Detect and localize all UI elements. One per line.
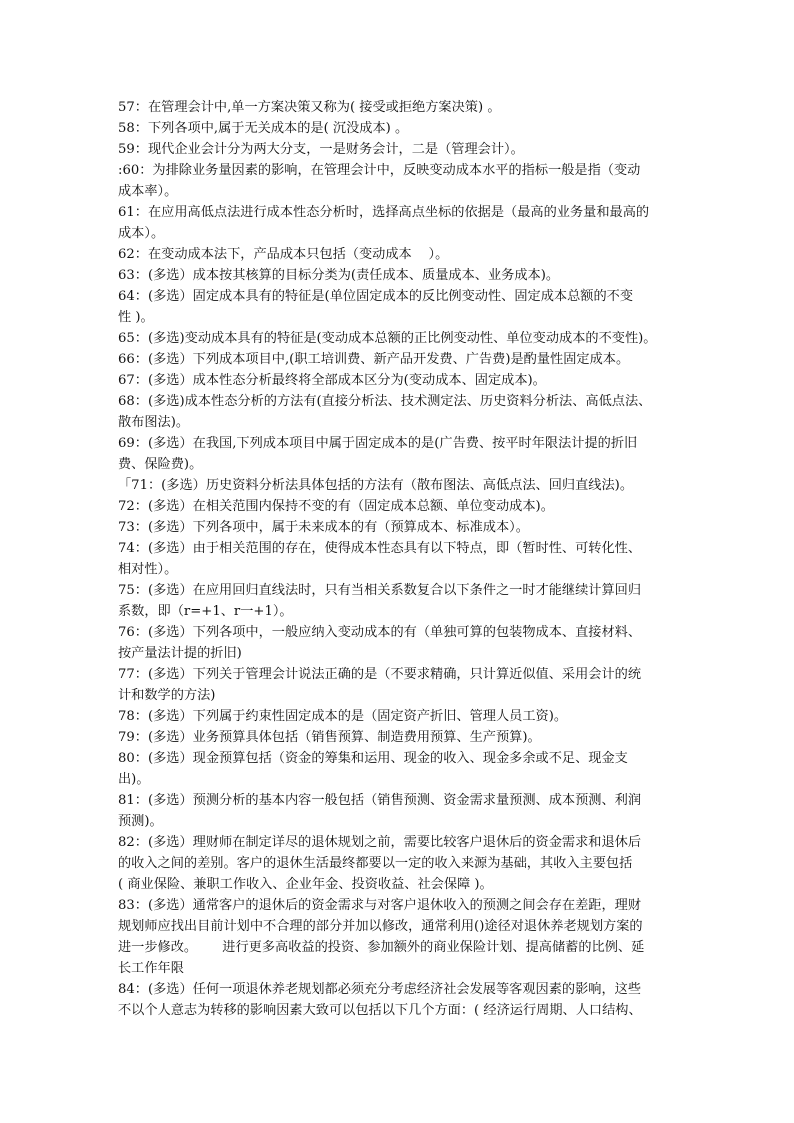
text-line: 「71：(多选）历史资料分析法具体包括的方法有（散布图法、高低点法、回归直线法)。 [118, 478, 634, 493]
text-line: 68：(多选)成本性态分析的方法有(直接分析法、技术测定法、历史资料分析法、高低点法、 [118, 394, 652, 409]
text-line: ( 商业保险、兼职工作收入、企业年金、投资收益、社会保障 )。 [118, 877, 493, 892]
document-body [118, 97, 684, 1021]
text-line: 66：(多选）下列成本项目中,(职工培训费、新产品开发费、广告费)是酌量性固定成本。 [118, 352, 630, 367]
text-line: 78：(多选）下列属于约束性固定成本的是（固定资产折旧、管理人员工资)。 [118, 709, 568, 724]
text-line: 62：在变动成本法下，产品成本只包括（变动成本 ）。 [118, 247, 449, 262]
text-line: 性 )。 [118, 310, 154, 325]
text-line: 费、保险费)。 [118, 457, 203, 472]
text-line: 73：(多选）下列各项中，属于未来成本的有（预算成本、标准成本）。 [118, 520, 529, 535]
text-line: 67：(多选）成本性态分析最终将全部成本区分为(变动成本、固定成本)。 [118, 373, 546, 388]
text-line: 79：(多选）业务预算具体包括（销售预算、制造费用预算、生产预算)。 [118, 730, 541, 745]
text-line: 75：(多选）在应用回归直线法时，只有当相关系数复合以下条件之一时才能继续计算回归 [118, 583, 642, 598]
text-line: 76：(多选）下列各项中，一般应纳入变动成本的有（单独可算的包装物成本、直接材料、 [118, 625, 642, 640]
text-line: 按产量法计提的折旧) [118, 646, 242, 661]
text-line: 82：(多选）理财师在制定详尽的退休规划之前，需要比较客户退休后的资金需求和退休后 [118, 835, 642, 850]
text-line: 63：(多选）成本按其核算的目标分类为(责任成本、质量成本、业务成本)。 [118, 268, 560, 283]
text-line: 进一步修改。 进行更多高收益的投资、参加额外的商业保险计划、提高储蓄的比例、延 [118, 940, 645, 955]
text-line: 84：(多选）任何一项退休养老规划都必须充分考虑经济社会发展等客观因素的影响，这些 [118, 982, 642, 997]
text-line: 长工作年限 [118, 961, 184, 976]
text-line: 规划师应找出目前计划中不合理的部分并加以修改，通常利用()途径对退休养老规划方案的 [118, 919, 643, 934]
text-line: :60：为排除业务量因素的影响，在管理会计中，反映变动成本水平的指标一般是指（变动 [118, 163, 641, 178]
text-line: 57：在管理会计中,单一方案决策又称为( 接受或拒绝方案决策) 。 [118, 100, 501, 115]
text-line: 相对性）。 [118, 562, 178, 577]
text-line: 的收入之间的差别。客户的退休生活最终都要以一定的收入来源为基础，其收入主要包括 [118, 856, 633, 871]
text-line: 77：(多选）下列关于管理会计说法正确的是（不要求精确，只计算近似值、采用会计的统 [118, 667, 642, 682]
text-line: 81：(多选）预测分析的基本内容一般包括（销售预测、资金需求量预测、成本预测、利润 [118, 793, 642, 808]
text-line: 59：现代企业会计分为两大分支，一是财务会计，二是（管理会计）。 [118, 142, 524, 157]
text-line: 出)。 [118, 772, 150, 787]
text-line: 65：(多选)变动成本具有的特征是(变动成本总额的正比例变动性、单位变动成本的不变性)。 [118, 331, 657, 346]
text-line: 58：下列各项中,属于无关成本的是( 沉没成本) 。 [118, 121, 409, 136]
text-line: 64：(多选）固定成本具有的特征是(单位固定成本的反比例变动性、固定成本总额的不变 [118, 289, 634, 304]
text-line: 计和数学的方法) [118, 688, 216, 703]
text-line: 61：在应用高低点法进行成本性态分析时，选择高点坐标的依据是（最高的业务量和最高的 [118, 205, 650, 220]
text-line: 不以个人意志为转移的影响因素大致可以包括以下几个方面：( 经济运行周期、人口结构、 [118, 1003, 642, 1018]
text-line: 69：(多选）在我国,下列成本项目中属于固定成本的是(广告费、按平时年限法计提的折旧 [118, 436, 638, 451]
text-line: 散布图法)。 [118, 415, 190, 430]
text-line: 80：(多选）现金预算包括（资金的筹集和运用、现金的收入、现金多余或不足、现金支 [118, 751, 628, 766]
text-line: 成本）。 [118, 226, 165, 241]
text-line: 成本率）。 [118, 184, 178, 199]
text-line: 系数，即（r=+1、r一+1）。 [118, 604, 293, 619]
text-line: 72：(多选）在相关范围内保持不变的有（固定成本总额、单位变动成本)。 [118, 499, 554, 514]
text-line: 74：(多选）由于相关范围的存在，使得成本性态具有以下特点，即（暂时性、可转化性、 [118, 541, 642, 556]
text-line: 预测)。 [118, 814, 163, 829]
text-line: 83：(多选）通常客户的退休后的资金需求与对客户退休收入的预测之间会存在差距，理财 [118, 898, 642, 913]
